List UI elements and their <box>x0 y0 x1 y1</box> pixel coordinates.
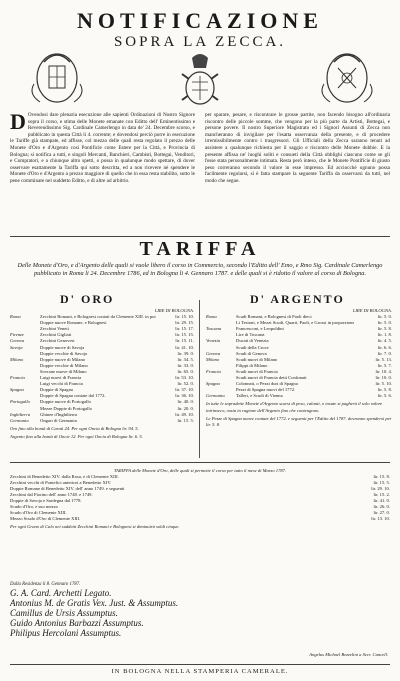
lower-tariff-intro: TARIFFA delle Monete d'Oro, delle quali si permette il corso per tutto il mese di Marzo 1787. <box>113 468 287 473</box>
price-cell: lir. 10. 4. <box>375 368 392 374</box>
price-cell: lir. 33. 0. <box>177 362 194 368</box>
signatory-name: Philipus Hercolani Assumptus. <box>10 628 122 638</box>
price-cell: lir. 27. 0. <box>373 510 390 515</box>
price-cell: lir. 36. 10. <box>175 393 194 399</box>
coin-cell: Scudo d'Oro, e suo mezzo <box>10 504 58 509</box>
coin-cell: Luigi vecchi di Francia <box>40 381 83 387</box>
place-cell: Savoja <box>10 344 23 350</box>
lower-tariff <box>10 468 390 530</box>
coin-cell: Scudi nuovi di Francia <box>236 368 278 374</box>
coin-cell: Filippi di Milano <box>236 362 268 368</box>
coat-of-arms-left-icon <box>26 44 88 108</box>
coat-of-arms-right-icon <box>316 44 378 108</box>
intro-column-2: per sparare, pesare, e riscontrare le grosse partite, non facendo bisogno all'ordinaria riscontro delle piccole somme, che vengono per la più parte da Artisti, Bottegai, e persone povere. Il nostro Superiore Magistrato ed i Signori Assunti di Zecca non mancheranno di invigilare per l'esatta osservanza della presente, e di procedere irremissibilmente contro i trasgressori. Gli Ufficiali della Zecca saranno tenuti ad assistere a qualunque richiesta per il saggio e riscontro delle Monete dubbie. E la presente affissa ne' luoghi soliti e consueti della Città obblighi ciascuno come se gli fosse stata personalmente intimata. Resta però inteso, che le Monete Pontificie di giusto peso correranno secondo il valore in esse impresso. Ed acciocchè ognuno possa facilmente regolarsi, si è fatta stampare la seguente Tariffa da osservarsi da tutti, nel modo che segue. <box>205 112 390 184</box>
price-cell: lir. 29. 15. <box>175 320 194 326</box>
price-cell: lir. 40. 0. <box>177 399 194 405</box>
coin-cell: Mezze Doppie di Portogallo <box>40 405 92 411</box>
coin-cell: Scudi Romani, e Bolognesi di Paoli dieci <box>236 314 312 320</box>
coin-cell: Doppie di Savoja e Sardegna dal 1778. <box>10 498 82 503</box>
intro-column-1: D Ovendosi dare plenaria esecuzione alle sapienti Ordinazioni di Nostro Signore sopra il corso, e stima delle Monete emanate con Editto dell' Eminentissimo e Reverendissimo Sig. Cardinale Camerlengo in data de' 24. Decembre scorso, e pubblicato in questa Città li 4. corrente; e dovendosi perciò porre in esecuzione le Tariffe già stampate, ed affisse, col mezzo delle quali resta regolato il prezzo delle Monete d'Oro e d'Argento così Pontificie come Estere per la Città, e Provincia di Bologna; si notifica a tutti, e singoli Mercanti, Banchieri, Cambisti, Bottegai, Venditori, e Compratori, e a chiunque altro spetti, o possa in qualunque modo spettare, di dover osservare esattamente la Tariffa qui sotto descritta, ed a non ricevere nè spendere le Monete d'Oro e d'Argento a prezzo maggiore di quello che in essa resta stabilito, sotto le pene comminate nel suddetto Editto, e di altre ad arbitrio. <box>10 112 195 184</box>
signatures <box>10 582 230 638</box>
place-cell: Inghilterra <box>10 411 31 417</box>
place-cell: Germania <box>206 393 225 399</box>
lower-tariff-tail: Per ogni Grano di Calo nei suddetti Zecchini Romani e Bolognesi si diminuirà soldi cinque. <box>10 524 180 529</box>
coin-cell: Ducati di Venezia <box>236 338 269 344</box>
place-cell: Roma <box>10 314 21 320</box>
coin-cell: Scudi nuovi di Francia detti Cordonati <box>236 375 307 381</box>
price-cell: lir. 41. 10. <box>175 344 194 350</box>
place-cell: Spagna <box>206 381 220 387</box>
coin-cell: Zecchini di Benedetto XIV. dalla Rosa, e di Clemente XIII. <box>10 474 119 479</box>
signatory-name: Guido Antonius Barbazzi Assumptus. <box>10 618 144 628</box>
place-cell: Portogallo <box>10 399 30 405</box>
coin-cell: Doppie di Spagna <box>40 387 73 393</box>
coin-cell: Mezzo Scudo d'Oro di Clemente XIII. <box>10 516 81 521</box>
coin-cell: Zecchini Veneti <box>40 326 69 332</box>
price-cell: lir. 53. 10. <box>175 375 194 381</box>
price-cell: lir. 20. 0. <box>177 405 194 411</box>
coin-cell: Scudi di Genova <box>236 350 267 356</box>
coin-cell: Doppie Romane di Benedetto XIV. dell' anno 1749. e seguenti <box>10 486 125 491</box>
divider <box>10 664 390 665</box>
coin-cell: Doppie di Spagna coniate dal 1772. <box>40 393 106 399</box>
column-divider <box>199 300 200 458</box>
price-cell: lir. 65. 0. <box>177 368 194 374</box>
price-cell: lir. 1. 8. <box>377 332 392 338</box>
coin-cell: Doppie vecchie di Milano <box>40 362 88 368</box>
coin-cell: Zecchini vecchi di Pontefici anteriori a Benedetto XIV. <box>10 480 112 485</box>
coin-cell: Ghinee d'Inghilterra <box>40 411 77 417</box>
silver-fine-note-value: lir. 6. 5. <box>128 433 143 439</box>
signatory-name: G. A. Card. Archetti Legato. <box>10 588 112 598</box>
table-row <box>10 418 194 424</box>
silver-table <box>206 308 392 428</box>
price-cell: lir. 5. 0. <box>377 320 392 326</box>
coin-cell: Zecchini Gigliati <box>40 332 72 338</box>
price-cell: lir. 15. 15. <box>175 332 194 338</box>
price-cell: lir. 5. 8. <box>377 326 392 332</box>
silver-note-2-value: lir. 5. 8. <box>206 421 221 427</box>
price-cell: lir. 5. 8. <box>377 387 392 393</box>
gold-note: Oro fino alla bontà di Carati 24. Per ogni Oncia di Bologna <box>10 425 122 431</box>
silver-note-2: Le Pezze di Spagna nuove coniate del 1772. e seguenti per l'Editto del 1787. dovranno spendersi per <box>206 415 392 421</box>
signatory-name: Camillus de Ursis Assumptus. <box>10 608 118 618</box>
place-cell: Toscana <box>206 326 222 332</box>
place-cell: Firenze <box>10 332 24 338</box>
price-cell: lir. 5. 6. <box>377 393 392 399</box>
price-cell: lir. 5. 0. <box>377 314 392 320</box>
notice-title: NOTIFICAZIONE <box>77 8 323 33</box>
place-cell: Spagna <box>10 387 24 393</box>
tariff-title: TARIFFA <box>139 238 261 260</box>
table-row <box>206 393 392 399</box>
table-row <box>10 516 390 522</box>
printer-line: IN BOLOGNA NELLA STAMPERIA CAMERALE. <box>111 668 289 675</box>
place-cell: Venezia <box>206 338 221 344</box>
price-cell: lir. 39. 0. <box>177 350 194 356</box>
price-cell: lir. 5. 10. <box>375 381 392 387</box>
coin-cell: Scudo d'Oro di Clemente XIII. <box>10 510 67 515</box>
gold-note-value: lir. 94. 5. <box>122 425 139 431</box>
place-cell: Genova <box>206 350 221 356</box>
coin-cell: Li Testoni, e Mezzi Scudi, Quarti, Paoli, e Grossi in proporzione <box>236 320 354 326</box>
signatory-name: Antonius M. de Gratis Vex. Just. & Assumptus. <box>10 598 179 608</box>
place-cell: Genova <box>10 338 25 344</box>
coin-cell: Colonnati, o Pezzi duri di Spagna <box>236 381 298 387</box>
price-cell: lir. 15. 10. <box>175 314 194 320</box>
place-cell: Milano <box>206 356 220 362</box>
coin-cell: Doppie nuove di Savoja <box>40 344 85 350</box>
drop-cap: D <box>10 112 26 134</box>
price-cell: lir. 41. 0. <box>373 498 390 503</box>
coin-cell: Pezzi di Spagna nuovi del 1772. <box>236 387 296 393</box>
price-cell: lir. 5. 13. <box>375 356 392 362</box>
price-cell: lir. 34. 5. <box>177 356 194 362</box>
coin-cell: Zecchini dal Fiorino dell' anno 1748. e 1749. <box>10 492 93 497</box>
coin-cell: Ongari di Germania <box>40 417 77 423</box>
issue-date: Dalla Residenza li 8. Gennaro 1787. <box>10 582 81 587</box>
price-cell: lir. 15. 11. <box>175 338 194 344</box>
place-cell: Francia <box>206 368 221 374</box>
intro-text <box>10 112 390 240</box>
silver-fine-note: Argento fino alla bontà di Oncie 12. Per ogni Oncia di Bologna <box>10 433 128 439</box>
price-cell: lir. 52. 0. <box>177 381 194 387</box>
price-cell: lir. 10. 0. <box>375 375 392 381</box>
coin-cell: Sovrane nuove di Milano <box>40 368 87 374</box>
price-cell: lir. 7. 0. <box>377 350 392 356</box>
price-cell: lir. 15. 2. <box>373 492 390 497</box>
place-cell: Milano <box>10 356 24 362</box>
place-cell: Francia <box>10 375 25 381</box>
coin-cell: Zecchini Romani, e Bolognesi coniati da Clemente XIII. in poi <box>40 314 156 320</box>
coin-cell: Talleri, e Scudi di Vienna <box>236 393 283 399</box>
price-cell: lir. 15. 5. <box>373 480 390 485</box>
silver-unit-header: LIRE DI BOLOGNA. <box>352 308 392 313</box>
silver-note: In tutte le sopradette Monete d'Argento scarsi di peso, calanti, o tosate si pagherà il solo valore intrinseco, ossia in ragione dell'Argento fino che contengono. <box>206 401 383 413</box>
coin-cell: Scudi della Croce <box>236 344 269 350</box>
notice-subtitle: SOPRA LA ZECCA. <box>113 34 287 50</box>
gold-table <box>10 308 194 440</box>
place-cell: Roma <box>206 314 217 320</box>
price-cell: lir. 29. 10. <box>371 486 390 491</box>
price-cell: lir. 15. 8. <box>373 474 390 479</box>
price-cell: lir. 6. 6. <box>377 344 392 350</box>
coin-cell: Zecchini Genovesi <box>40 338 75 344</box>
price-cell: lir. 15. 5. <box>177 417 194 423</box>
divider <box>10 236 390 237</box>
chancellor-signature: Angelus Michael Bezzelini a Secr. Cancell. <box>309 652 388 657</box>
coin-cell: Francesconi, e Leopoldini <box>236 326 284 332</box>
price-cell: lir. 49. 10. <box>175 411 194 417</box>
gold-unit-header: LIRE DI BOLOGNA. <box>154 308 194 313</box>
divider <box>10 462 390 463</box>
coin-cell: Doppie vecchie di Savoja <box>40 350 88 356</box>
tariff-subtitle: Delle Monete d'Oro, e d'Argento delle quali si vuole libero il corso in Commercio, secondo l'Editto dell' Emo, e Rmo Sig. Cardinale Camerlengo pubblicato in Roma li 24. Decembre 1786, ed in Bologna li 4. Gennaro 1787. e delle quali si è ridotto il valore al corso di Bologna. <box>17 262 383 277</box>
coin-cell: Doppie nuove di Milano <box>40 356 86 362</box>
papal-crest-icon <box>172 52 228 110</box>
coin-cell: Doppie nuove Romane, e Bolognesi <box>40 320 107 326</box>
price-cell: lir. 26. 0. <box>373 504 390 509</box>
price-cell: lir. 37. 10. <box>175 387 194 393</box>
silver-heading: D' ARGENTO <box>250 292 345 306</box>
price-cell: lir. 13. 10. <box>371 516 390 521</box>
price-cell: lir. 15. 17. <box>175 326 194 332</box>
coin-cell: Lire di Toscana <box>236 332 265 338</box>
gold-heading: D' ORO <box>60 292 115 306</box>
place-cell: Germania <box>10 417 29 423</box>
price-cell: lir. 5. 7. <box>377 362 392 368</box>
coin-cell: Doppie nuove di Portogallo <box>40 399 91 405</box>
coin-cell: Scudi nuovi di Milano <box>236 356 278 362</box>
coin-cell: Luigi nuovi di Francia <box>40 375 82 381</box>
price-cell: lir. 4. 5. <box>377 338 392 344</box>
